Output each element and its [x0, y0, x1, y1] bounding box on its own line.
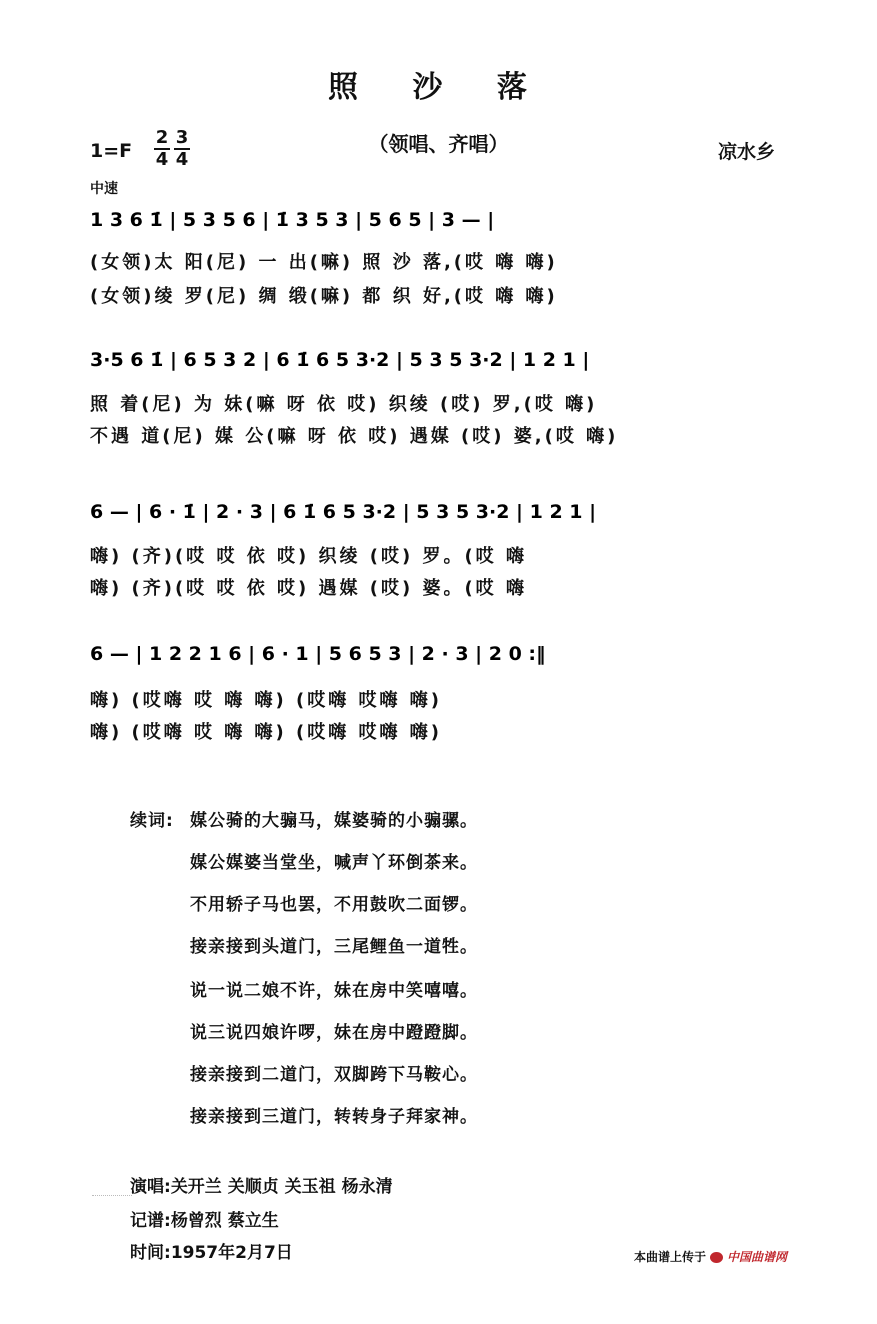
- notation-system-2: [90, 338, 785, 378]
- upload-footer: [634, 1248, 787, 1265]
- notation-system-3: [90, 490, 785, 530]
- credit-transcribers: [130, 1206, 279, 1231]
- time-sig-1-top: 2: [155, 127, 169, 148]
- credit-performers-value: 关开兰 关顺贞 关玉祖 杨永清: [170, 1177, 393, 1197]
- lyric-line-3a: 嗨) (齐)(哎 哎 依 哎) 织绫 (哎) 罗。(哎 嗨: [90, 546, 527, 567]
- credit-date-label: 时间:: [130, 1243, 171, 1263]
- notation-line-1: 1 3 6 1̇ | 5 3 5 6 | 1̇ 3 5 3 | 5 6 5 | 3 — |: [90, 209, 495, 231]
- continued-lyric-7: 接亲接到二道门，双脚跨下马鞍心。: [190, 1065, 478, 1085]
- continued-lyric-3: 不用轿子马也罢，不用鼓吹二面锣。: [190, 895, 478, 915]
- continued-lyric-6: 说三说四娘许啰，妹在房中蹬蹬脚。: [190, 1023, 478, 1043]
- credit-performers: [130, 1172, 393, 1197]
- lyric-line-2b: 不遇 道(尼) 媒 公(嘛 呀 依 哎) 遇媒 (哎) 婆,(哎 嗨): [90, 426, 619, 447]
- page-title: 照 沙 落: [328, 70, 549, 105]
- lyric-line-1b: (女领)绫 罗(尼) 绸 缎(嘛) 都 织 好,(哎 嗨 嗨): [90, 286, 558, 307]
- lyric-line-1a: (女领)太 阳(尼) 一 出(嘛) 照 沙 落,(哎 嗨 嗨): [90, 252, 558, 273]
- key-signature: 1=F: [90, 140, 133, 162]
- time-sig-2-bottom: 4: [175, 149, 189, 170]
- notation-line-2: 3·5 6 1̇ | 6 5 3 2 | 6 1̇ 6 5 3·2 | 5 3 5 3·2 | 1 2 1 |: [90, 349, 590, 371]
- notation-system-1: [90, 198, 785, 238]
- lyric-line-4b: 嗨) (哎嗨 哎 嗨 嗨) (哎嗨 哎嗨 嗨): [90, 722, 442, 743]
- credit-date: [130, 1238, 293, 1263]
- lyric-line-3b: 嗨) (齐)(哎 哎 依 哎) 遇媒 (哎) 婆。(哎 嗨: [90, 578, 527, 599]
- continued-lyrics-label: 续词:: [130, 811, 174, 831]
- tempo-marking: 中速: [90, 181, 118, 197]
- time-signature-2: [174, 128, 190, 170]
- time-sig-1-bottom: 4: [155, 149, 169, 170]
- credit-date-value: 1957年2月7日: [170, 1243, 293, 1263]
- lyric-line-2a: 照 着(尼) 为 妹(嘛 呀 依 哎) 织绫 (哎) 罗,(哎 嗨): [90, 394, 598, 415]
- continued-lyric-4: 接亲接到头道门，三尾鲤鱼一道牲。: [190, 937, 478, 957]
- notation-line-4: 6 — | 1 2 2 1 6 | 6 · 1 | 5 6 5 3 | 2 · 3 | 2 0 :‖: [90, 643, 546, 665]
- continued-lyric-5: 说一说二娘不许，妹在房中笑嘻嘻。: [190, 981, 478, 1001]
- subtitle: （领唱、齐唱）: [368, 132, 509, 156]
- divider: [92, 1195, 132, 1196]
- time-sig-2-top: 3: [175, 127, 189, 148]
- continued-lyric-8: 接亲接到三道门，转转身子拜家神。: [190, 1107, 478, 1127]
- continued-lyric-2: 媒公媒婆当堂坐，喊声丫环倒茶来。: [190, 853, 478, 873]
- continued-lyric-1: 媒公骑的大骟马，媒婆骑的小骟骡。: [190, 811, 478, 831]
- footer-text: 本曲谱上传于: [634, 1250, 707, 1264]
- site-logo-icon: [710, 1252, 723, 1263]
- notation-line-3: 6 — | 6 · 1̇ | 2 · 3 | 6 1̇ 6 5 3·2 | 5 3 5 3·2 | 1 2 1 |: [90, 501, 597, 523]
- credit-transcribers-value: 杨曾烈 蔡立生: [170, 1211, 279, 1231]
- notation-system-4: [90, 632, 785, 672]
- origin-label: 凉水乡: [718, 141, 776, 163]
- credit-performers-label: 演唱:: [130, 1177, 171, 1197]
- site-name-link[interactable]: 中国曲谱网: [727, 1250, 788, 1264]
- time-signature-1: [154, 128, 170, 170]
- credit-transcribers-label: 记谱:: [130, 1211, 171, 1231]
- lyric-line-4a: 嗨) (哎嗨 哎 嗨 嗨) (哎嗨 哎嗨 嗨): [90, 690, 442, 711]
